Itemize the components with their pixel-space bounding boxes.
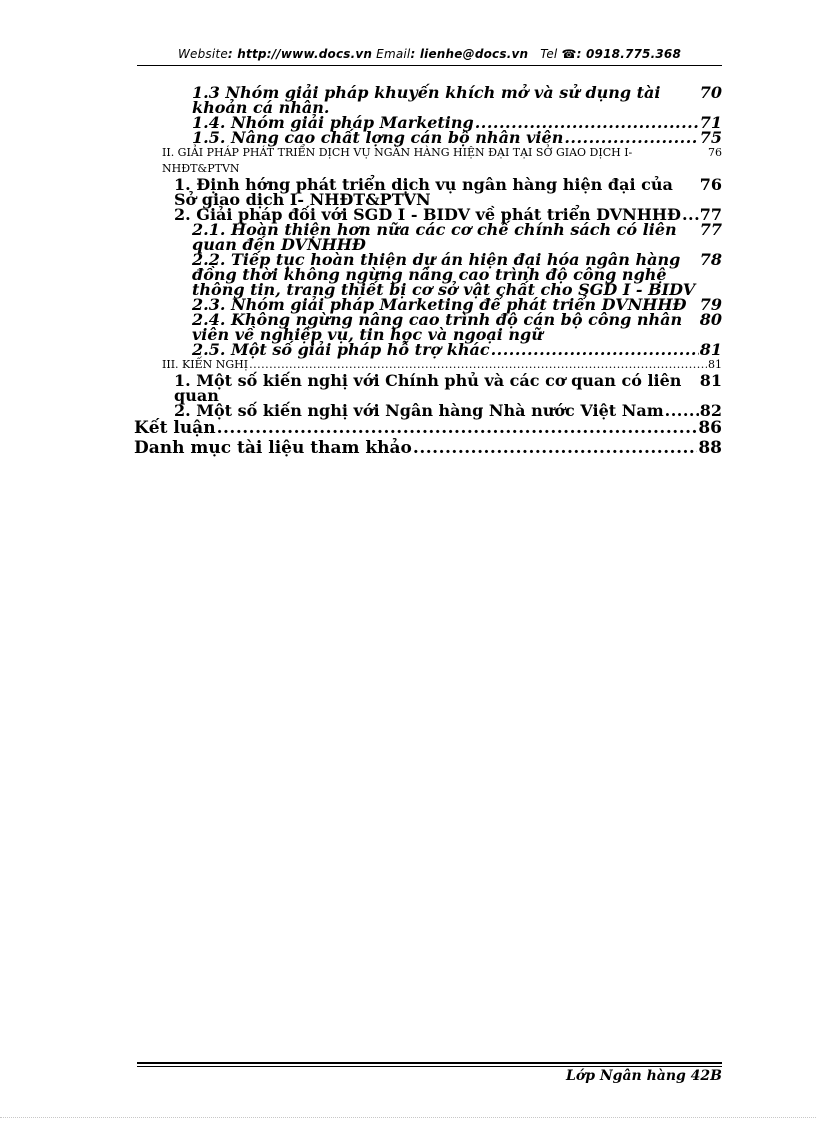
toc-entry-title: Kết luận xyxy=(134,418,216,438)
toc-entry-title: 1. Định hớng phát triển dịch vụ ngân hàng hiện đại của Sở giao dịch I- NHĐT&PTVN xyxy=(174,175,673,209)
toc-entry-title: III. KIẾN NGHỊ xyxy=(162,358,249,371)
toc-entry xyxy=(134,438,722,458)
toc-entry-title: 2.4. Không ngừng nâng cao trình độ cán bộ công nhân viên về nghiệp vụ, tin học và ngoại ngữ xyxy=(192,310,683,344)
toc-leader-dots xyxy=(665,403,699,418)
toc-entry xyxy=(134,312,722,342)
page-bottom-border xyxy=(0,1117,816,1118)
footer-class-label: Lớp Ngân hàng 42B xyxy=(566,1068,722,1084)
table-of-contents xyxy=(134,85,722,458)
toc-entry xyxy=(134,85,722,115)
toc-entry-page: 88 xyxy=(698,438,722,458)
toc-leader-dots xyxy=(682,207,699,222)
toc-entry xyxy=(134,373,722,403)
toc-entry-title: Danh mục tài liệu tham khảo xyxy=(134,438,412,458)
header-rule xyxy=(137,65,722,66)
toc-entry-page: 76 xyxy=(699,175,722,194)
toc-entry-page: 81 xyxy=(699,371,722,390)
website-label: Website xyxy=(177,47,228,61)
toc-entry-page: 81 xyxy=(708,358,722,371)
toc-entry-page: 75 xyxy=(699,128,722,147)
toc-entry-page: 71 xyxy=(699,113,722,132)
toc-entry xyxy=(134,222,722,252)
toc-entry-page: 77 xyxy=(699,205,722,224)
toc-entry-title: 2.5. Một số giải pháp hỗ trợ khác xyxy=(192,340,490,359)
email-value: : lienhe@docs.vn xyxy=(410,47,529,61)
toc-entry-title: 2.2. Tiếp tục hoàn thiện dự án hiện đại hóa ngân hàng đồng thời không ngừng nâng cao trình độ công nghệ thông tin, trang thiết bị cơ sở vật chất cho SGD I - BIDV xyxy=(192,250,696,299)
toc-entry-title: 1.5. Nâng cao chất lợng cán bộ nhân viên xyxy=(192,128,564,147)
toc-entry-page: 76 xyxy=(708,146,722,159)
toc-entry-page: 77 xyxy=(699,220,722,239)
phone-icon: ☎ xyxy=(561,47,577,61)
footer-rule xyxy=(137,1062,722,1064)
toc-entry xyxy=(134,342,722,357)
footer-rule-thin xyxy=(137,1066,722,1067)
toc-entry-page: 86 xyxy=(698,418,722,438)
tel-value: : 0918.775.368 xyxy=(576,47,682,61)
toc-entry-page: 80 xyxy=(699,310,722,329)
toc-entry-title: II. GIẢI PHÁP PHÁT TRIỂN DỊCH VỤ NGÂN HÀNG HIỆN ĐẠI TẠI SỞ GIAO DỊCH I- NHĐT&PTVN xyxy=(162,146,633,175)
website-value: : http://www.docs.vn xyxy=(227,47,373,61)
toc-entry-title: 1. Một số kiến nghị với Chính phủ và các cơ quan có liên quan xyxy=(174,371,682,405)
toc-entry xyxy=(134,130,722,145)
toc-entry-title: 2.1. Hoàn thiện hơn nữa các cơ chế chính sách có liên quan đến DVNHHĐ xyxy=(192,220,677,254)
toc-entry-title: 2.3. Nhóm giải pháp Marketing để phát triển DVNHHĐ xyxy=(192,295,687,314)
toc-entry-page: 78 xyxy=(699,250,722,269)
toc-entry-title: 2. Một số kiến nghị với Ngân hàng Nhà nước Việt Nam xyxy=(174,401,664,420)
toc-entry xyxy=(134,418,722,438)
toc-entry-title: 1.3 Nhóm giải pháp khuyến khích mở và sử dụng tài khoản cá nhân. xyxy=(192,83,661,117)
toc-leader-dots xyxy=(413,438,697,458)
toc-entry xyxy=(134,403,722,418)
toc-leader-dots xyxy=(564,130,698,145)
toc-leader-dots xyxy=(217,418,698,438)
toc-leader-dots xyxy=(491,342,699,357)
tel-label: Tel xyxy=(540,47,558,61)
toc-entry-title: 2. Giải pháp đối với SGD I - BIDV về phát triển DVNHHĐ xyxy=(174,205,681,224)
toc-entry-page: 79 xyxy=(699,295,722,314)
email-label: Email xyxy=(376,47,411,61)
toc-entry-page: 82 xyxy=(699,401,722,420)
toc-entry xyxy=(134,145,722,177)
toc-entry-title: 1.4. Nhóm giải pháp Marketing xyxy=(192,113,474,132)
toc-entry xyxy=(134,177,722,207)
toc-entry-page: 70 xyxy=(699,83,722,102)
page-header xyxy=(137,47,722,61)
toc-entry-page: 81 xyxy=(699,340,722,359)
toc-entry xyxy=(134,252,722,297)
